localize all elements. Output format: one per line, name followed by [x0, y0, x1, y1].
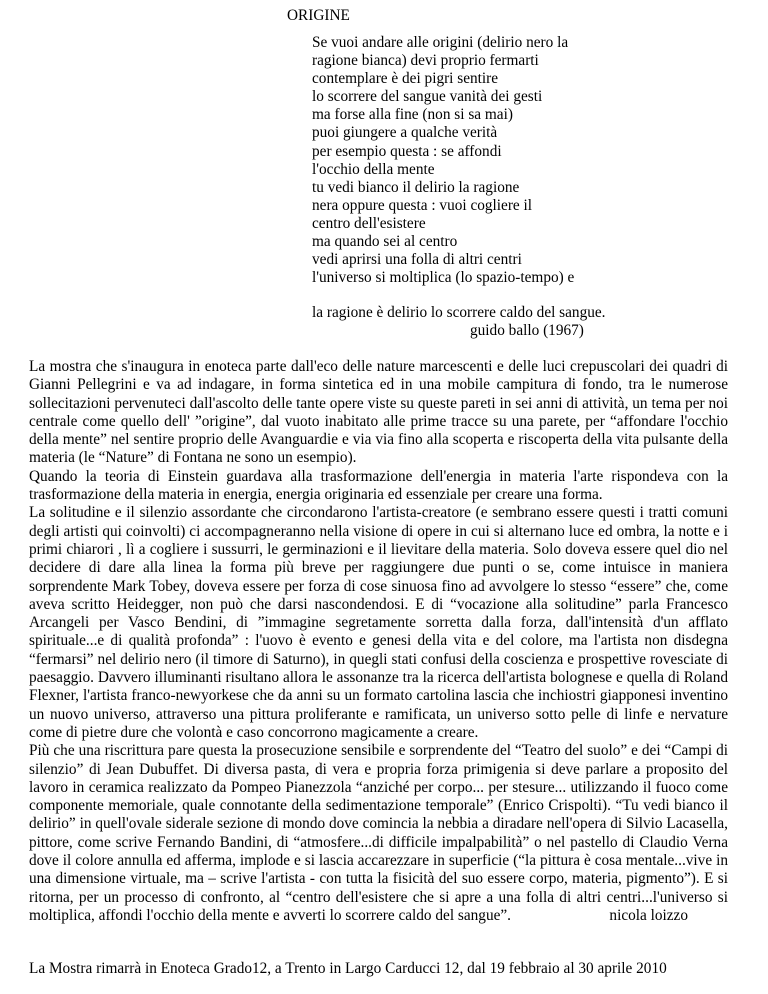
poem-line: l'occhio della mente — [312, 160, 435, 178]
poem-line: l'universo si moltiplica (lo spazio-tempo) e — [312, 269, 575, 287]
essay-paragraph: Più che una riscrittura pare questa la prosecuzione sensibile e sorprendente del “Teatro del suolo” e dei “Campi di silenzio” di Jean Dubuffet. Di diversa pasta, di vera e propria forza primigenia si deve parlare a proposito del lavoro in ceramica realizzato da Pompeo Pianezzola “anziché per corpo... per stesure... utilizzando il fuoco come componente memoriale, quale connotante della sedimentazione temporale” (Enrico Crispolti). “Tu vedi bianco il delirio” in quell'ovale siderale sezione di mondo dove comincia la nebbia a diradare nell'opera di Silvio Lacasella, pittore, come scrive Fernando Bandini, di “atmosfere...di difficile impalpabilità” o nel pastello di Claudio Verna dove il colore annulla ed afferma, implode e si lascia accarezzare in superficie (“la pittura è cosa mentale...vive in una dimensione virtuale, ma – scrive l'artista - con tutta la fisicità del suo essere corpo, materia, pigmento”). E si ritorna, per un processo di confronto, al “centro dell'esistere che si apre a una folla di altri centri...l'universo si moltiplica, affondi l'occhio della mente e avverti lo scorrere caldo del sangue”. — [29, 742, 728, 924]
essay-paragraph: Quando la teoria di Einstein guardava alla trasformazione dell'energia in materia l'arte rispondeva con la trasformazione della materia in energia, energia originaria ed essenziale per creare una forma. — [29, 467, 728, 504]
poem-line: vedi aprirsi una folla di altri centri — [312, 251, 522, 269]
essay-paragraph: La mostra che s'inaugura in enoteca parte dall'eco delle nature marcescenti e delle luci crepuscolari dei quadri di Gianni Pellegrini e va ad indagare, in forma sintetica ed in una mobile campitura di fondo, tra le numerose sollecitazioni pervenuteci dall'ascolto delle tante opere viste su queste pareti in sei anni di attività, un tema per noi centrale come quello dell' ”origine”, dal vuoto inabitato alle prime tracce su una parete, per “affondare l'occhio della mente” nel sentire proprio delle Avanguardie e via via fino alla scoperta e riscoperta della vita pulsante della materia (le “Nature” di Fontana ne sono un esempio). — [29, 358, 728, 467]
essay-author: nicola loizzo — [609, 906, 688, 924]
essay-paragraph-final — [29, 742, 728, 925]
poem-line: per esempio questa : se affondi — [312, 142, 502, 160]
poem-title: ORIGINE — [287, 7, 350, 24]
poem-signature: guido ballo (1967) — [470, 322, 584, 339]
poem-line: tu vedi bianco il delirio la ragione — [312, 178, 520, 196]
exhibition-footer: La Mostra rimarrà in Enoteca Grado12, a Trento in Largo Carducci 12, dal 19 febbraio al 30 aprile 2010 — [29, 960, 667, 977]
poem-line: ragione bianca) devi proprio fermarti — [312, 52, 539, 70]
poem-line: contemplare è dei pigri sentire — [312, 70, 499, 88]
poem-line: ma quando sei al centro — [312, 233, 458, 251]
poem — [312, 34, 606, 322]
poem-line: ma forse alla fine (non si sa mai) — [312, 106, 513, 124]
poem-line: la ragione è delirio lo scorrere caldo del sangue. — [312, 304, 606, 322]
poem-line: Se vuoi andare alle origini (delirio nero la — [312, 34, 569, 51]
essay-paragraph: La solitudine e il silenzio assordante che circondarono l'artista-creatore (e sembrano essere questi i tratti comuni degli artisti qui coinvolti) ci accompagneranno nella visione di opere in cui si alternano luce ed ombra, la notte e i primi chiarori , lì a cogliere i sussurri, le germinazioni e il lievitare della materia. Solo doveva essere quel dio nel decidere di dare alla linea la forma più breve per raggiungere due punti o se, come intuisce in maniera sorprendente Mark Tobey, doveva essere per forza di cose sinuosa fino ad avvolgere lo stesso “essere” che, come aveva scritto Heidegger, non può che darsi nascondendosi. E di “vocazione alla solitudine” parla Francesco Arcangeli per Vasco Bendini, di ”immagine segretamente sorretta dalla forza, dall'intensità d'un afflato spirituale...e di qualità profonda” : l'uovo è evento e genesi della vita e del colore, ma l'artista non disdegna “fermarsi” nel delirio nero (il timore di Saturno), in quegli stati confusi della coscienza e prospettive rovesciate di paesaggio. Davvero illuminanti risultano allora le assonanze tra la ricerca dell'artista bolognese e quella di Roland Flexner, l'artista franco-newyorkese che da anni su un formato cartolina lascia che inchiostri giapponesi inventino un nuovo universo, attraverso una pittura proliferante e ramificata, un universo sotto pelle di linfe e nervature come di pietre dure che volontà e caso concorrono magicamente a creare. — [29, 504, 728, 741]
poem-line: centro dell'esistere — [312, 214, 426, 232]
poem-line: puoi giungere a qualche verità — [312, 124, 498, 142]
stanza-gap — [312, 287, 606, 304]
poem-line: nera oppure questa : vuoi cogliere il — [312, 196, 533, 214]
essay-body — [29, 358, 728, 925]
poem-line: lo scorrere del sangue vanità dei gesti — [312, 88, 543, 106]
